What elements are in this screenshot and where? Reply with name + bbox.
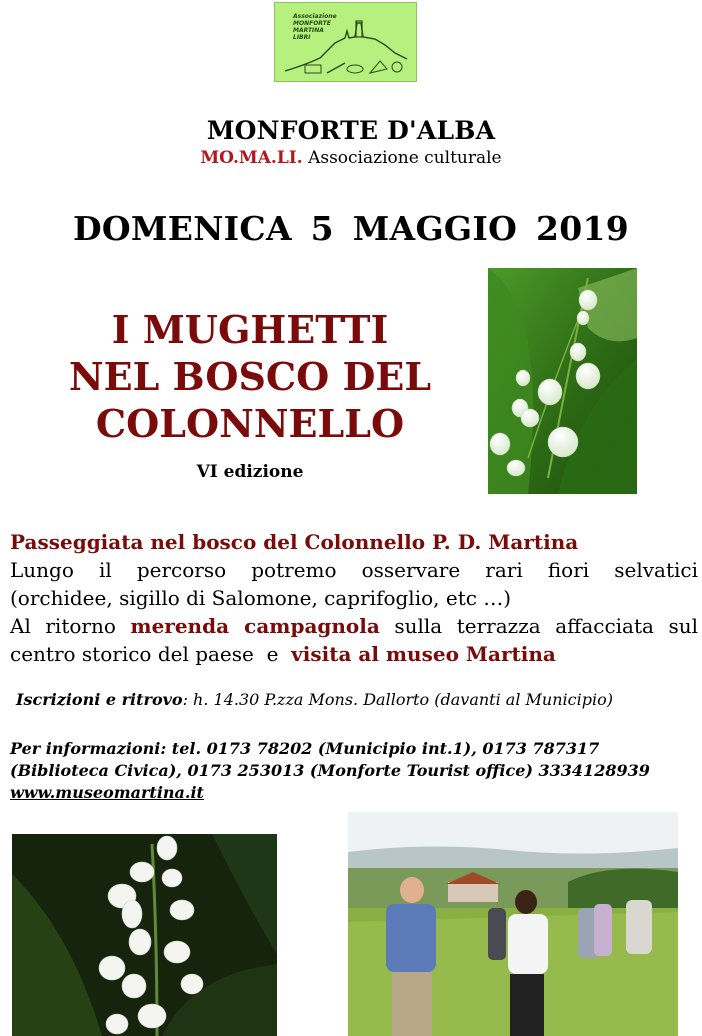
description-line: Lungo il percorso potremo osservare rari fiori selvatici — [10, 558, 698, 582]
logo-line: LIBRI — [293, 34, 311, 41]
contact-line: (Biblioteca Civica), 0173 253013 (Monforte Tourist office) 3334128939 — [10, 761, 650, 780]
association-line — [0, 148, 702, 168]
walk-heading: Passeggiata nel bosco del Colonnello P. D. Martina — [10, 530, 579, 554]
museum-highlight: visita al museo Martina — [291, 642, 556, 666]
description-line — [10, 612, 698, 640]
description-text: sulla terrazza affacciata sul — [379, 614, 698, 638]
registration-line — [16, 690, 702, 709]
registration-label: Iscrizioni e ritrovo — [16, 690, 183, 709]
snack-highlight: merenda campagnola — [130, 614, 380, 638]
city-heading: MONFORTE D'ALBA — [206, 116, 496, 145]
description-block — [10, 528, 698, 668]
logo-line: Associazione — [293, 13, 337, 20]
orchid-photo — [12, 834, 277, 1036]
logo-line: MONFORTE — [293, 20, 331, 27]
association-acronym: MO.MA.LI. — [200, 148, 303, 168]
logo-text — [293, 13, 353, 41]
walk-photo — [348, 812, 678, 1036]
description-text: Al ritorno — [10, 614, 131, 638]
description-line: (orchidee, sigillo di Salomone, caprifoglio, etc …) — [10, 586, 512, 610]
association-logo — [274, 2, 417, 82]
event-date: DOMENICA 5 MAGGIO 2019 — [72, 209, 630, 248]
edition-label: VI edizione — [196, 462, 304, 482]
logo-line: MARTINA — [293, 27, 324, 34]
contact-info — [10, 738, 698, 804]
contact-line: Per informazioni: tel. 0173 78202 (Municipio int.1), 0173 787317 — [10, 739, 600, 758]
title-line: NEL BOSCO DEL — [68, 354, 432, 399]
description-line — [10, 640, 698, 668]
registration-text: : h. 14.30 P.zza Mons. Dallorto (davanti al Municipio) — [182, 690, 613, 709]
title-line: I MUGHETTI — [111, 307, 389, 352]
title-line: COLONNELLO — [95, 401, 405, 446]
website-link[interactable]: www.museomartina.it — [10, 783, 204, 802]
event-title — [30, 306, 470, 447]
lily-photo — [488, 268, 637, 494]
association-name: Associazione culturale — [302, 148, 502, 168]
description-text: centro storico del paese e — [10, 642, 292, 666]
